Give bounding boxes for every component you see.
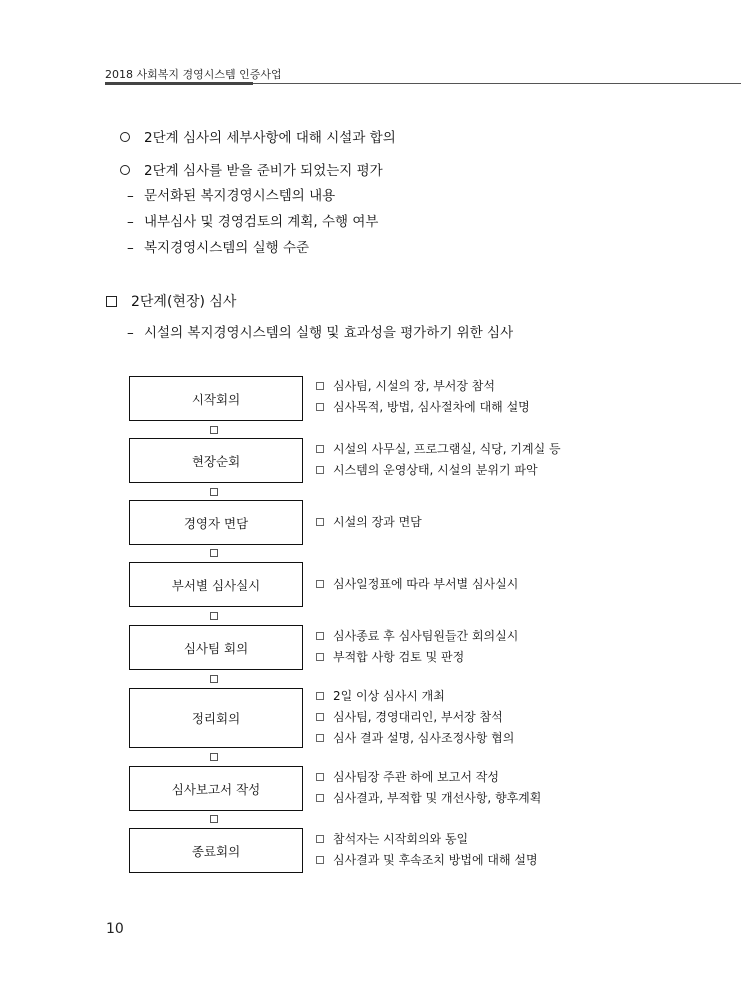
detail-text: 2일 이상 심사시 개최 [333,689,445,703]
detail-text: 심사종료 후 심사팀원들간 회의실시 [333,629,519,643]
detail-text: 심사결과, 부적합 및 개선사항, 향후계획 [333,791,542,805]
flow-step-details [316,829,538,871]
flow-step-label: 심사팀 회의 [183,640,249,656]
flow-step-label: 정리회의 [191,711,241,726]
flow-step-label: 종료회의 [191,843,241,859]
bullet-item [120,159,383,179]
detail-text: 시설의 사무실, 프로그램실, 식당, 기계실 등 [333,442,561,456]
flow-step-details [316,626,518,668]
flow-connector-icon [210,426,218,434]
detail-text: 심사목적, 방법, 심사절차에 대해 설명 [333,400,530,414]
checkbox-icon [316,794,324,802]
flow-step-details [316,376,530,418]
bullet-item [120,126,396,146]
circle-bullet-icon [120,165,130,175]
detail-text: 심사결과 및 후속조치 방법에 대해 설명 [333,853,538,867]
flow-step-box [129,500,303,545]
flow-step-box [129,625,303,670]
checkbox-icon [316,403,324,411]
checkbox-icon [316,692,324,700]
detail-text: 시스템의 운영상태, 시설의 분위기 파악 [333,463,538,477]
flow-step-label: 시작회의 [191,391,241,407]
flow-step-details [316,512,422,533]
checkbox-icon [316,713,324,721]
bullet-text: 2단계 심사의 세부사항에 대해 시설과 합의 [144,130,396,146]
flow-step-box [129,376,303,421]
dash-bullet-icon: – [127,325,134,341]
checkbox-icon [316,653,324,661]
bullet-text: 내부심사 및 경영검토의 계획, 수행 여부 [144,214,379,230]
detail-text: 부적합 사항 검토 및 판정 [333,650,465,664]
flow-step-label: 현장순회 [191,453,241,469]
checkbox-icon [316,835,324,843]
flow-connector-icon [210,549,218,557]
flow-connector-icon [210,675,218,683]
section-subtext-text: 시설의 복지경영시스템의 실행 및 효과성을 평가하기 위한 심사 [144,325,514,341]
checkbox-icon [316,856,324,864]
flow-step-box [129,688,303,748]
flow-connector-icon [210,488,218,496]
header-rule-accent [105,82,253,85]
flow-step-box [129,766,303,811]
bullet-text: 2단계 심사를 받을 준비가 되었는지 평가 [144,163,383,179]
bullet-text: 복지경영시스템의 실행 수준 [144,240,310,256]
flow-step-details [316,574,518,595]
flow-step-box [129,438,303,483]
running-header: 2018 사회복지 경영시스템 인증사업 [105,68,282,81]
sub-bullet-item [127,210,378,230]
header-rule [253,83,741,84]
flow-connector-icon [210,815,218,823]
dash-bullet-icon: – [127,240,134,256]
section-heading-text: 2단계(현장) 심사 [131,294,237,310]
detail-text: 심사 결과 설명, 심사조정사항 협의 [333,731,515,745]
flow-connector-icon [210,753,218,761]
detail-text: 심사일정표에 따라 부서별 심사실시 [333,577,519,591]
flow-step-details [316,686,514,749]
sub-bullet-item [127,184,335,204]
detail-text: 심사팀, 경영대리인, 부서장 참석 [333,710,503,724]
flow-step-box [129,828,303,873]
circle-bullet-icon [120,132,130,142]
flow-step-label: 경영자 면담 [183,515,249,531]
dash-bullet-icon: – [127,188,134,204]
checkbox-icon [316,773,324,781]
flow-step-box [129,562,303,607]
section-subtext [127,321,513,341]
page-number: 10 [106,921,124,937]
flow-step-label: 부서별 심사실시 [171,577,261,593]
sub-bullet-item [127,236,309,256]
checkbox-icon [316,382,324,390]
checkbox-icon [316,734,324,742]
flow-step-details [316,439,561,481]
flow-step-label: 심사보고서 작성 [171,781,261,797]
checkbox-icon [316,518,324,526]
section-heading [106,291,236,311]
detail-text: 심사팀, 시설의 장, 부서장 참석 [333,379,495,393]
detail-text: 참석자는 시작회의와 동일 [333,832,469,846]
checkbox-icon [316,445,324,453]
checkbox-icon [316,580,324,588]
checkbox-icon [316,466,324,474]
square-bullet-icon [106,296,117,307]
flow-step-details [316,767,541,809]
dash-bullet-icon: – [127,214,134,230]
flow-connector-icon [210,612,218,620]
detail-text: 시설의 장과 면담 [333,515,422,529]
checkbox-icon [316,632,324,640]
detail-text: 심사팀장 주관 하에 보고서 작성 [333,770,499,784]
bullet-text: 문서화된 복지경영시스템의 내용 [144,188,336,204]
